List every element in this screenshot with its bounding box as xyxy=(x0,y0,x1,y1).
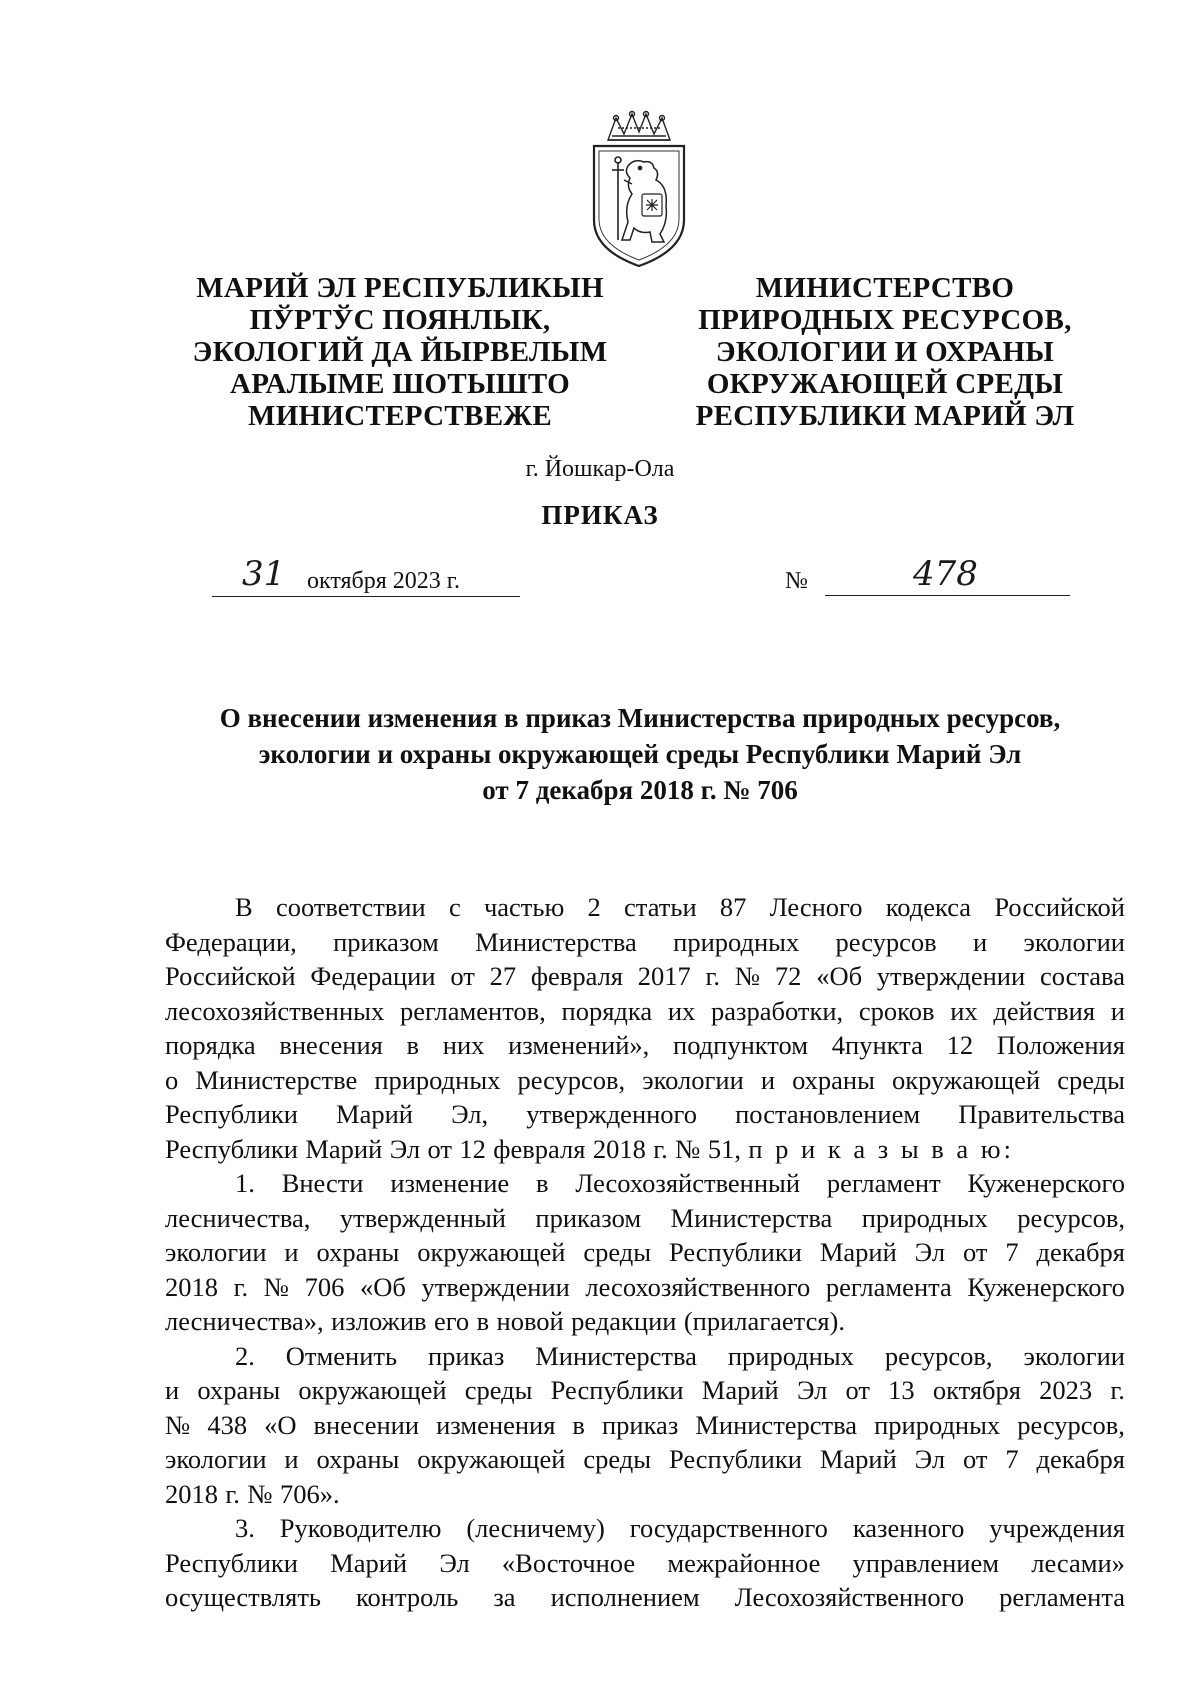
letterhead xyxy=(0,272,1200,432)
body-line: Республики Марий Эл, утвержденного постановлением Правительства xyxy=(165,1099,1125,1129)
handwritten-day: 31 xyxy=(242,554,286,594)
letterhead-line: ЭКОЛОГИЙ ДА ЙЫРВЕЛЫМ xyxy=(192,336,608,368)
number-label: № xyxy=(785,568,808,594)
body-line: 1. Внести изменение в Лесохозяйственный регламент Куженерского xyxy=(235,1168,1125,1198)
body-line: лесничества», изложив его в новой редакции (прилагается). xyxy=(165,1306,845,1336)
document-type: ПРИКАЗ xyxy=(541,500,659,530)
body-line: экологии и охраны окружающей среды Республики Марий Эл от 7 декабря xyxy=(165,1237,1125,1267)
body-line: 2. Отменить приказ Министерства природных ресурсов, экологии xyxy=(235,1340,1125,1371)
number-underline xyxy=(825,595,1070,596)
number-line xyxy=(785,554,1070,596)
date-line xyxy=(212,554,520,597)
letterhead-line: ПРИРОДНЫХ РЕСУРСОВ, xyxy=(698,304,1072,336)
body-line: экологии и охраны окружающей среды Республики Марий Эл от 7 декабря xyxy=(165,1444,1125,1474)
letterhead-line: ЭКОЛОГИИ И ОХРАНЫ xyxy=(715,336,1055,368)
document-body xyxy=(165,890,1125,1615)
letterhead-line: РЕСПУБЛИКИ МАРИЙ ЭЛ xyxy=(695,400,1075,432)
letterhead-line: ОКРУЖАЮЩЕЙ СРЕДЫ xyxy=(706,368,1064,400)
title-line: О внесении изменения в приказ Министерства природных ресурсов, xyxy=(219,703,1061,733)
prikazyvayu: п р и к а з ы в а ю: xyxy=(748,1133,1014,1164)
body-line: лесничества, утвержденный приказом Министерства природных ресурсов, xyxy=(165,1202,1125,1233)
letterhead-line: АРАЛЫМЕ ШОТЫШТО xyxy=(229,368,571,400)
date-month-year: октября 2023 г. xyxy=(307,568,460,594)
body-line: 2018 г. № 706». xyxy=(165,1478,340,1509)
letterhead-line: МИНИСТЕРСТВО xyxy=(755,272,1015,304)
body-line: и охраны окружающей среды Республики Марий Эл от 13 октября 2023 г. xyxy=(165,1375,1125,1405)
title-line: экологии и охраны окружающей среды Республики Марий Эл xyxy=(258,739,1022,769)
body-line: Российской Федерации от 27 февраля 2017 г. № 72 «Об утверждении состава xyxy=(165,961,1125,991)
letterhead-russian xyxy=(690,272,1080,432)
letterhead-line: МАРИЙ ЭЛ РЕСПУБЛИКЫН xyxy=(196,272,604,304)
body-line: порядка внесения в них изменений», подпунктом 4пункта 12 Положения xyxy=(165,1030,1125,1060)
body-line: 2018 г. № 706 «Об утверждении лесохозяйственного регламента Куженерского xyxy=(165,1271,1125,1302)
document-title xyxy=(150,700,1130,808)
letterhead-line: ПЎРТЎС ПОЯНЛЫК, xyxy=(249,304,551,336)
body-line: № 438 «О внесении изменения в приказ Министерства природных ресурсов, xyxy=(165,1409,1125,1440)
title-line: от 7 декабря 2018 г. № 706 xyxy=(482,775,798,805)
letterhead-mari xyxy=(190,272,610,432)
body-line: о Министерстве природных ресурсов, экологии и охраны окружающей среды xyxy=(165,1064,1125,1095)
body-line: Республики Марий Эл от 12 февраля 2018 г. № 51, п р и к а з ы в а ю: xyxy=(165,1132,1125,1167)
body-line: лесохозяйственных регламентов, порядка их разработки, сроков их действия и xyxy=(165,995,1125,1026)
body-line: В соответствии с частью 2 статьи 87 Лесного кодекса Российской xyxy=(235,892,1125,922)
handwritten-number: 478 xyxy=(913,554,978,594)
coat-of-arms-icon xyxy=(588,110,690,268)
body-line: Республики Марий Эл «Восточное межрайонное управлением лесами» xyxy=(165,1547,1125,1578)
body-line: осуществлять контроль за исполнением Лесохозяйственного регламента xyxy=(165,1582,1125,1612)
letterhead-line: МИНИСТЕРСТВЕЖЕ xyxy=(248,400,552,432)
body-line: 3. Руководителю (лесничему) государственного казенного учреждения xyxy=(235,1513,1125,1543)
body-line: Федерации, приказом Министерства природных ресурсов и экологии xyxy=(165,926,1125,957)
city: г. Йошкар-Ола xyxy=(525,456,675,482)
